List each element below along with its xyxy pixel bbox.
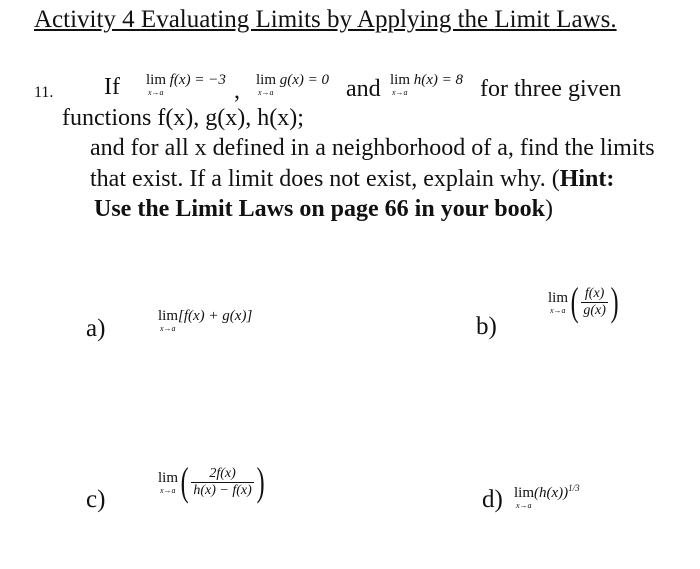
given-limit-h-lim: lim (390, 72, 411, 88)
part-b-expression (548, 279, 621, 324)
part-d-expression (514, 480, 580, 510)
part-b-fraction (581, 286, 608, 319)
given-limit-g-expr: g(x) = 0 (279, 72, 330, 88)
part-b-numerator: f(x) (581, 286, 608, 303)
part-d-exponent: 1/3 (568, 483, 580, 493)
given-limit-h (390, 72, 463, 97)
part-d-sub: x→a (516, 501, 532, 510)
given-limit-f-expr: f(x) = −3 (169, 72, 226, 88)
activity-title: Activity 4 Evaluating Limits by Applying the Limit Laws. (34, 6, 617, 33)
hint-close-paren: ) (544, 196, 553, 222)
for-three-given: for three given (480, 76, 622, 102)
given-limit-h-sub: x→a (392, 88, 408, 97)
part-a-lim: lim (158, 308, 179, 324)
part-a-expression (158, 308, 252, 333)
given-limit-g-lim: lim (256, 72, 277, 88)
problem-line-2: functions f(x), g(x), h(x); (62, 105, 304, 131)
hint-text: Use the Limit Laws on page 66 in your book (94, 196, 545, 222)
given-comma: , (234, 78, 240, 104)
part-c-lim-block (158, 470, 178, 495)
part-c-lim: lim (158, 469, 179, 486)
part-c-denominator: h(x) − f(x) (193, 482, 252, 498)
given-limit-f (146, 72, 226, 97)
problem-line-4 (90, 166, 614, 193)
hint-label: Hint: (559, 166, 615, 192)
part-c-fraction (191, 466, 253, 499)
given-limit-h-expr: h(x) = 8 (413, 72, 464, 88)
part-d-lim: lim (514, 485, 535, 501)
part-a-sub: x→a (160, 324, 176, 333)
if-word: If (104, 74, 120, 100)
part-c-sub: x→a (160, 485, 176, 495)
part-c-close-paren: ) (256, 459, 265, 504)
part-c-numerator: 2f(x) (191, 466, 253, 483)
part-c-expression (158, 459, 267, 504)
part-c-label: c) (86, 486, 106, 513)
part-a-expr: [f(x) + g(x)] (178, 308, 253, 324)
problem-line-3: and for all x defined in a neighborhood of a, find the limits (90, 135, 655, 161)
part-b-label: b) (476, 313, 497, 340)
part-b-sub: x→a (550, 305, 566, 315)
part-c-open-paren: ( (180, 459, 189, 504)
problem-number: 11. (34, 84, 54, 101)
part-a-label: a) (86, 315, 106, 342)
problem-line-4-text: that exist. If a limit does not exist, explain why. ( (90, 166, 560, 192)
and-word: and (346, 76, 381, 102)
given-limit-f-lim: lim (146, 72, 167, 88)
part-b-lim-block (548, 290, 568, 315)
part-b-lim: lim (548, 289, 569, 306)
given-limit-f-sub: x→a (148, 88, 164, 97)
part-b-open-paren: ( (570, 279, 579, 324)
part-d-expr: (h(x)) (534, 485, 569, 501)
given-limit-g-sub: x→a (258, 88, 274, 97)
part-b-denominator: g(x) (583, 302, 606, 318)
part-d-label: d) (482, 486, 503, 513)
problem-line-5 (94, 196, 553, 223)
part-b-close-paren: ) (610, 279, 619, 324)
given-limit-g (256, 72, 329, 97)
